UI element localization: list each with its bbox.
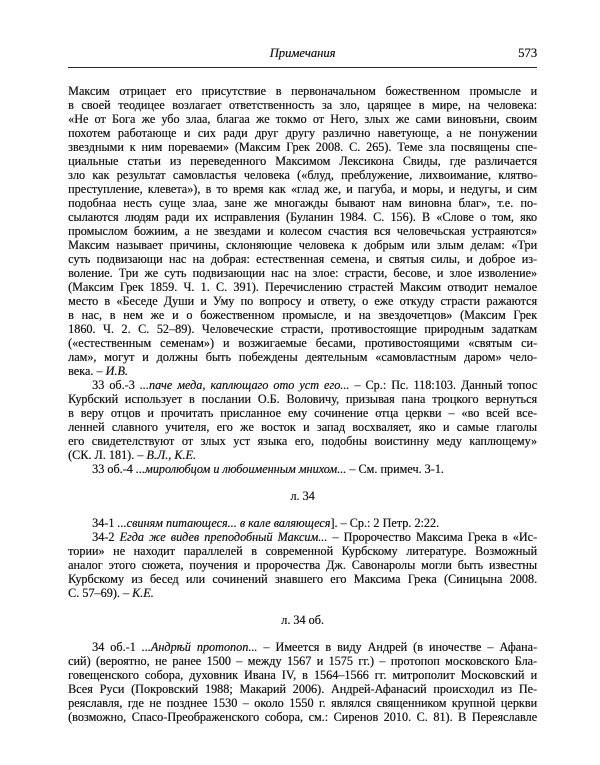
text: реяславля, где не позднее 1530 – около 1550 г. являлся священником крупной церкви [68, 696, 537, 710]
text: сий) (вероятно, не ранее 1500 – между 1567 и 1575 гг.) – протопоп московского Бла- [68, 654, 537, 668]
text: – Пророчество Максима Грека в «Ис- [327, 530, 537, 544]
text: его свидетелствуют от злых уст языка его, подобны воистинну меду каплющему» [68, 434, 537, 448]
text-line [68, 350, 537, 364]
text-line [68, 462, 537, 476]
paragraph [68, 640, 537, 724]
text-line [68, 252, 537, 266]
text: аналог этого сюжета, поучения и пророчества Дж. Савонаролы могли быть известны [68, 558, 537, 572]
text: ]. – Ср.: 2 Петр. 2:22. [330, 516, 440, 530]
text-line [68, 572, 537, 586]
text-line [68, 530, 537, 544]
text-line [68, 224, 537, 238]
text-line [68, 378, 537, 392]
paragraph [68, 378, 537, 462]
text-line [68, 668, 537, 682]
italic-text: ...свиням питающеся... в кале валяющеся [117, 516, 331, 530]
text-line [68, 266, 537, 280]
text: 34-1 [92, 516, 118, 530]
text: (Максим Грек 1859. Ч. 1. С. 391). Перечислению страстей Максим отводит немалое [68, 280, 537, 294]
text-line [68, 308, 537, 322]
text-line [68, 294, 537, 308]
text-line [68, 196, 537, 210]
text: века. – [68, 364, 106, 378]
text-line [68, 210, 537, 224]
text-line [68, 112, 537, 126]
text: 34 об.-1 [92, 640, 142, 654]
text-line [68, 654, 537, 668]
italic-text: Егда же видев преподобный Максим... [119, 530, 328, 544]
text: С. 57–69). – [68, 586, 132, 600]
text: циальные статьи из переведенного Максимом Лексикона Свиды, где различается [68, 154, 537, 168]
text-line [68, 126, 537, 140]
italic-text: К.Е. [131, 586, 154, 600]
page-body [68, 84, 537, 724]
text: – Ср.: Пс. 118:103. Данный топос [349, 378, 537, 392]
text-line [68, 154, 537, 168]
text-line [68, 168, 537, 182]
paragraph [68, 462, 537, 476]
italic-text: И.В. [105, 364, 128, 378]
text: подобнаа несть суще злаа, зане же многажды бывают нам виновна благ», т.е. по- [68, 196, 537, 210]
text-line [68, 238, 537, 252]
text: 34-2 [92, 530, 120, 544]
text-line [68, 98, 537, 112]
text-line [68, 682, 537, 696]
italic-text: ...Андрѣй протопоп... [141, 640, 258, 654]
text: Максим отрицает его присутствие в первоначальном божественном промысле и [68, 84, 537, 98]
text-line [68, 280, 537, 294]
text-line [68, 558, 537, 572]
section-heading: л. 34 об. [281, 613, 324, 627]
page-header [68, 46, 537, 68]
text-line [68, 406, 537, 420]
text-line [68, 434, 537, 448]
text: звездными к ним пореваеми» (Максим Грек 2008. С. 265). Теме зла посвящены спе- [68, 140, 537, 154]
text: – См. примеч. 3-1. [346, 462, 444, 476]
text: Максим называет причины, склоняющие человека к добрым или злым делам: «Три [68, 238, 537, 252]
text-line [68, 516, 537, 530]
paragraph [68, 84, 537, 378]
text: («естественным семенам») и возжигаемые бесами, противостоящими «святым си- [68, 336, 537, 350]
text-line [68, 392, 537, 406]
text-line [68, 420, 537, 434]
text: тории» не находит параллелей в современной Курбскому литературе. Возможный [68, 544, 537, 558]
text: 33 об.-4 [92, 462, 136, 476]
italic-text: ...паче меда, каплющаго ото уст его... [139, 378, 350, 392]
text-line [68, 182, 537, 196]
text: место в «Беседе Души и Уму по вопросу и ответу, о еже откуду страсти ражаются [68, 294, 537, 308]
running-title: Примечания [269, 46, 336, 60]
text: 1860. Ч. 2. С. 52–89). Человеческие страсти, противостоящие природным задаткам [68, 322, 537, 336]
text: ленней славного учителя, его же восток и запад восхваляет, яко и самые глаголы [68, 420, 537, 434]
text: – Имеется в виду Андрей (в иночестве – Афана- [257, 640, 537, 654]
text: в своей теодицее возлагает ответственность за зло, царящее в мире, на человека: [68, 98, 537, 112]
text: суть подвизающи нас на добрая: естественная семена, и святыя силы, и доброе из- [68, 252, 537, 266]
text: в нас, в нем же и о божественном промысле, и на звездочетцов» (Максим Грек [68, 308, 537, 322]
text-line [68, 710, 537, 724]
text: лам», могут и должны быть побеждены деятельным «самовластным даром» чело- [68, 350, 537, 364]
text: «Не от Бога же убо злаа, благаа же токмо от Него, злых же сами виновъни, своим [68, 112, 537, 126]
text: воление. Три же суть подвизающии нас на злое: страсти, бесове, и злое изволение» [68, 266, 537, 280]
text: (возможно, Спасо-Преображенского собора, см.: Сиренов 2010. С. 81). В Переяславле [68, 710, 537, 724]
page-number: 573 [518, 46, 537, 60]
text: сылаются людям ради их исправления (Буланин 1984. С. 156). В «Слове о том, яко [68, 210, 537, 224]
text-line [68, 364, 537, 378]
text: Курбскому из бесед или сочинений знавшего его Максима Грека (Синицына 2008. [68, 572, 537, 586]
text: промыслом божиим, а не звездами и колесом счастия вся человечьская устраяются» [68, 224, 537, 238]
section-heading: л. 34 [290, 489, 315, 503]
paragraph [68, 516, 537, 530]
text-line [68, 448, 537, 462]
text-line [68, 640, 537, 654]
text: (СК. Л. 181). – [68, 448, 147, 462]
text-line [68, 140, 537, 154]
text: преступление, клевета»), в то время как «глад же, и пагуба, и моры, и недугы, и сим [68, 182, 537, 196]
text-line [68, 544, 537, 558]
italic-text: ...миролюбцом и любоименным мнихом... [135, 462, 347, 476]
text: зло как результат самовластья человека («блуд, преблужение, лихвоимание, клятво- [68, 168, 537, 182]
italic-text: В.Л., К.Е. [146, 448, 196, 462]
paragraph [68, 530, 537, 600]
text-line [68, 84, 537, 98]
text: говещенского собора, духовник Ивана IV, в 1564–1566 гг. митрополит Московский и [68, 668, 537, 682]
text: Всея Руси (Покровский 1988; Макарий 2006). Андрей-Афанасий происходил из Пе- [68, 682, 537, 696]
text: 33 об.-3 [92, 378, 140, 392]
text-line [68, 696, 537, 710]
text: в веру отцов и прочитать присланное ему сочинение отца церкви – «во всей все- [68, 406, 537, 420]
text-line [68, 336, 537, 350]
text-line [68, 322, 537, 336]
text: похотем работающе и сих ради друг другу различно наветующе, а не понужении [68, 126, 537, 140]
text-line [68, 586, 537, 600]
text: Курбский использует в послании О.Б. Воловичу, призывая пана троцкого вернуться [68, 392, 537, 406]
